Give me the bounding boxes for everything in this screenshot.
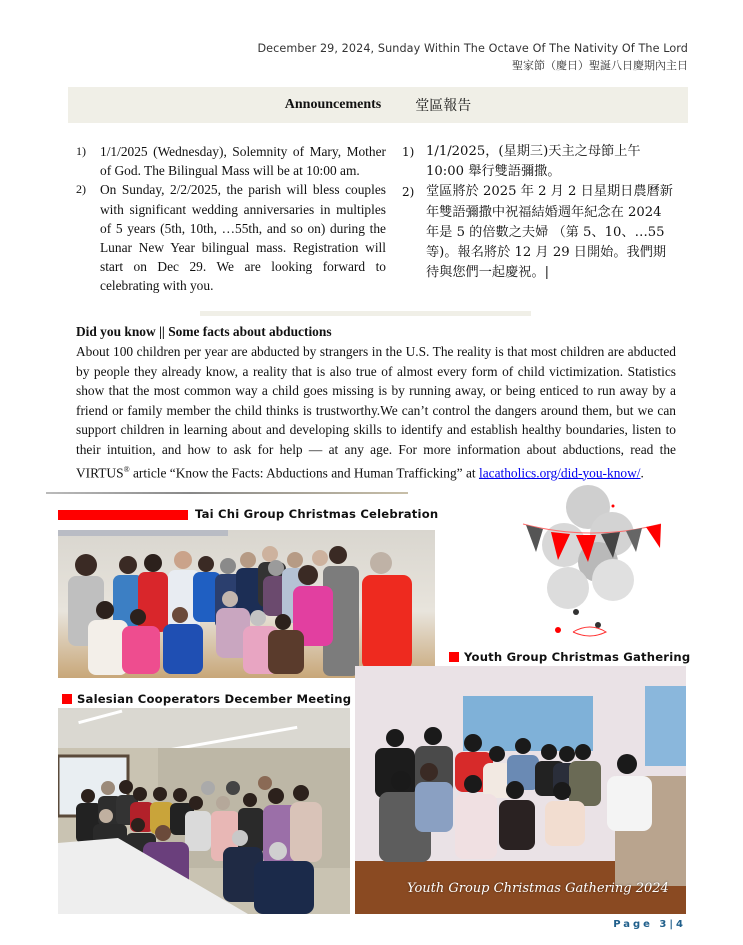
section-divider xyxy=(200,311,531,316)
did-you-know-text-2: article “Know the Facts: Abductions and Human Trafficking” at xyxy=(129,465,479,481)
list-item xyxy=(76,180,386,295)
balloons-decoration xyxy=(518,482,666,642)
list-number: 2) xyxy=(402,185,415,200)
header-date-line: December 29, 2024, Sunday Within The Octave Of The Nativity Of The Lord xyxy=(257,42,688,55)
salesian-photo-image xyxy=(58,708,350,914)
did-you-know-link[interactable]: lacatholics.org/did-you-know/ xyxy=(478,465,641,481)
header-chinese-line: 聖家節（慶日）聖誕八日慶期內主日 xyxy=(512,59,688,72)
list-number: 2) xyxy=(76,182,86,197)
registered-mark: ® xyxy=(123,464,130,474)
list-text: 堂區將於 2025 年 2 月 2 日星期日農曆新年雙語彌撒中祝福結婚週年紀念在 2024 年是 5 的倍數之夫婦 （第 5、10、…55 等)。報名將於 12 月 29 日開始。我們期待與您們一起慶祝。| xyxy=(426,184,673,281)
list-item xyxy=(402,142,678,182)
page-number: Page 3|4 xyxy=(613,919,686,930)
list-number: 1) xyxy=(402,145,415,159)
did-you-know-end: . xyxy=(640,465,644,481)
red-accent-bar xyxy=(58,510,188,520)
tai-chi-photo-image xyxy=(58,530,435,678)
announcements-english-list xyxy=(76,142,386,296)
youth-gathering-photo xyxy=(355,666,686,914)
balloons-icon xyxy=(518,482,666,642)
list-number: 1) xyxy=(76,144,86,158)
announcements-title-zh: 堂區報告 xyxy=(415,98,472,114)
salesian-caption xyxy=(62,692,351,706)
list-item xyxy=(402,182,678,283)
salesian-meeting-photo xyxy=(58,708,350,914)
announcements-chinese-list xyxy=(402,142,678,283)
list-text: 1/1/2025 (Wednesday), Solemnity of Mary, Mother of God. The Bilingual Mass will be at 10:00 am. xyxy=(100,144,386,179)
tai-chi-caption: Tai Chi Group Christmas Celebration xyxy=(195,507,439,521)
list-text: On Sunday, 2/2/2025, the parish will bless couples with significant wedding anniversaries in multiples of 5 years (5th, 10th, …55th, and so on) during the Lunar New Year bilingual mass. Registration will start on Dec 29. We are looking forward to celebrating with you. xyxy=(100,182,386,294)
announcements-title-en: Announcements xyxy=(284,97,382,112)
youth-group-caption xyxy=(449,650,690,664)
red-square-bullet xyxy=(62,694,72,704)
did-you-know-body xyxy=(76,342,676,483)
tai-chi-group-photo xyxy=(58,530,435,678)
did-you-know-text: About 100 children per year are abducted by strangers in the U.S. The reality is that most children are abducted by people they already know, a reality that is also true of almost every form of child victimization. Statistics show that the most common way a child goes missing is by running away, or being enticed to run away by a friend or family member the child thinks is trustworthy.We can’t control the dangers around them, but we can support children in learning about and developing skills to identify and establish healthy boundaries, listen to their intuition, and how to ask for help — at any age. For more information about abductions, read the VIRTUS xyxy=(76,344,676,481)
horizontal-rule xyxy=(46,492,408,494)
youth-group-caption-text: Youth Group Christmas Gathering xyxy=(464,650,691,664)
salesian-caption-text: Salesian Cooperators December Meeting xyxy=(77,692,352,706)
announcements-banner xyxy=(68,87,688,123)
red-square-bullet xyxy=(449,652,459,662)
did-you-know-title: Did you know || Some facts about abductions xyxy=(76,324,332,339)
youth-photo-overlay-caption: Youth Group Christmas Gathering 2024 xyxy=(407,881,669,896)
youth-photo-image xyxy=(355,666,686,914)
list-text: 1/1/2025，(星期三)天主之母節上午 10:00 舉行雙語彌撒。 xyxy=(426,144,641,180)
list-item xyxy=(76,142,386,180)
